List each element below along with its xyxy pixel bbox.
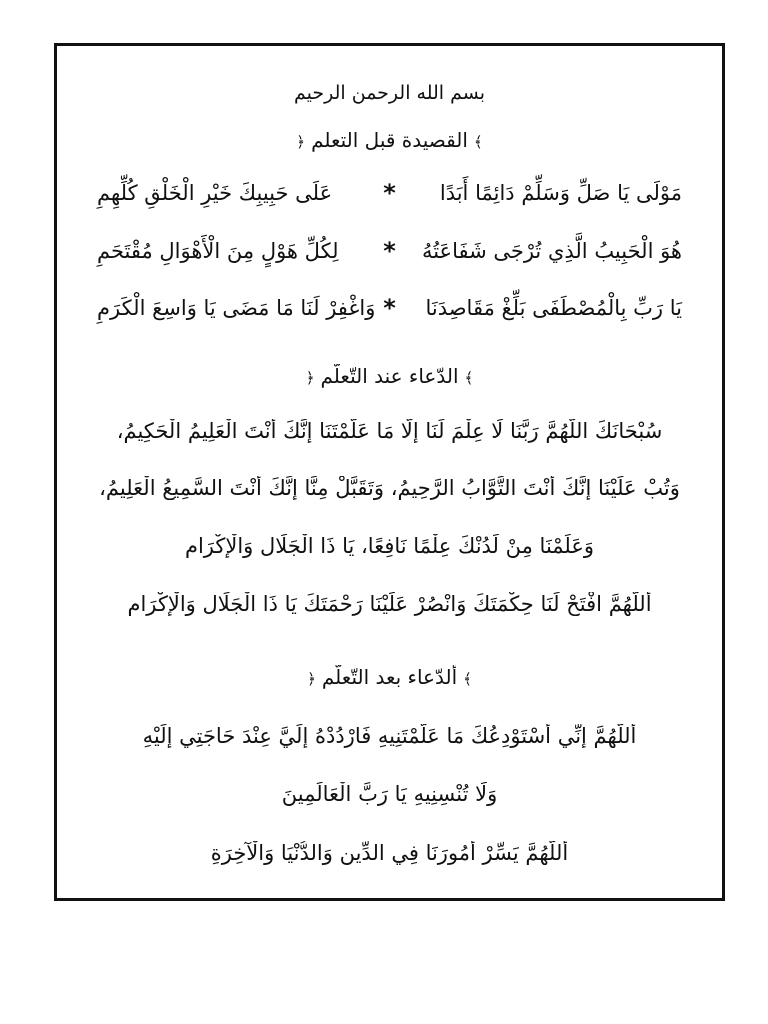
verse-2 <box>77 239 702 279</box>
verse-1 <box>77 181 702 221</box>
page-frame <box>54 43 725 901</box>
prayer-line: وَعَلِّمْنَا مِنْ لَدُنْكَ عِلْمًا نَافِعًا، يَا ذَا الْجَلَالِ وَالْإِكْرَامِ <box>184 534 595 558</box>
ornament-right: ﴾ <box>473 133 483 151</box>
verse-separator: * <box>383 179 396 207</box>
section-heading-after-study <box>77 665 702 689</box>
verse-first-hemistich: مَوْلَى يَا صَلِّ وَسَلِّمْ دَائِمًا أَبَدًا <box>439 181 682 205</box>
verse-separator: * <box>383 294 396 322</box>
prayer-line: أَللَّهُمَّ إِنِّي أَسْتَوْدِعُكَ مَا عَلَّمْتَنِيهِ فَارْدُدْهُ إِلَيَّ عِنْدَ حَاجَتِي إِلَيْهِ <box>142 724 637 748</box>
document-content <box>57 46 722 898</box>
verse-first-hemistich: هُوَ الْحَبِيبُ الَّذِي تُرْجَى شَفَاعَتُهُ <box>421 239 682 263</box>
basmala: بسم الله الرحمن الرحيم <box>294 82 485 104</box>
ornament-right: ﴾ <box>463 670 472 688</box>
verse-first-hemistich: يَا رَبِّ بِالْمُصْطَفَى بَلِّغْ مَقَاصِدَنَا <box>425 296 682 320</box>
ornament-left: ﴿ <box>307 670 316 688</box>
section-title-before-study: الدّعاء عند التّعلّم <box>320 364 459 388</box>
verse-3 <box>77 296 702 336</box>
prayer-line: وَلَا تُنْسِنِيهِ يَا رَبَّ الْعَالَمِينَ <box>281 782 498 806</box>
prayer-line: أَللَّهُمَّ افْتَحْ لَنَا حِكْمَتَكَ وَانْصُرْ عَلَيْنَا رَحْمَتَكَ يَا ذَا الْجَلَالِ وَالْإِكْرَامِ <box>127 592 652 616</box>
prayer-line: وَتُبْ عَلَيْنَا إِنَّكَ أَنْتَ التَّوَّابُ الرَّحِيمُ، وَتَقَبَّلْ مِنَّا إِنَّكَ أَنْتَ السَّمِيعُ الْعَلِيمُ، <box>99 476 680 500</box>
ornament-right: ﴾ <box>464 369 474 387</box>
ornament-left: ﴿ <box>296 133 306 151</box>
verse-second-hemistich: عَلَى حَبِيبِكَ خَيْرِ الْخَلْقِ كُلِّهِمِ <box>97 181 333 205</box>
verse-second-hemistich: وَاغْفِرْ لَنَا مَا مَضَى يَا وَاسِعَ الْكَرَمِ <box>97 296 376 320</box>
section-title-qasida: القصيدة قبل التعلم <box>311 128 468 152</box>
section-heading-qasida <box>77 128 702 152</box>
section-title-after-study: ألدّعاء بعد التّعلّم <box>321 665 458 689</box>
verse-separator: * <box>383 237 396 265</box>
ornament-left: ﴿ <box>305 369 315 387</box>
section-heading-before-study <box>77 364 702 388</box>
prayer-line: سُبْحَانَكَ اللَّهُمَّ رَبَّنَا لَا عِلْمَ لَنَا إِلَّا مَا عَلَّمْتَنَا إِنَّكَ أَنْتَ الْعَلِيمُ الْحَكِيمُ، <box>116 419 663 443</box>
verse-second-hemistich: لِكُلِّ هَوْلٍ مِنَ الْأَهْوَالِ مُقْتَحَمِ <box>97 239 339 263</box>
prayer-line: أَللَّهُمَّ يَسِّرْ أُمُورَنَا فِي الدِّينِ وَالدُّنْيَا وَالْآخِرَةِ <box>210 841 569 865</box>
